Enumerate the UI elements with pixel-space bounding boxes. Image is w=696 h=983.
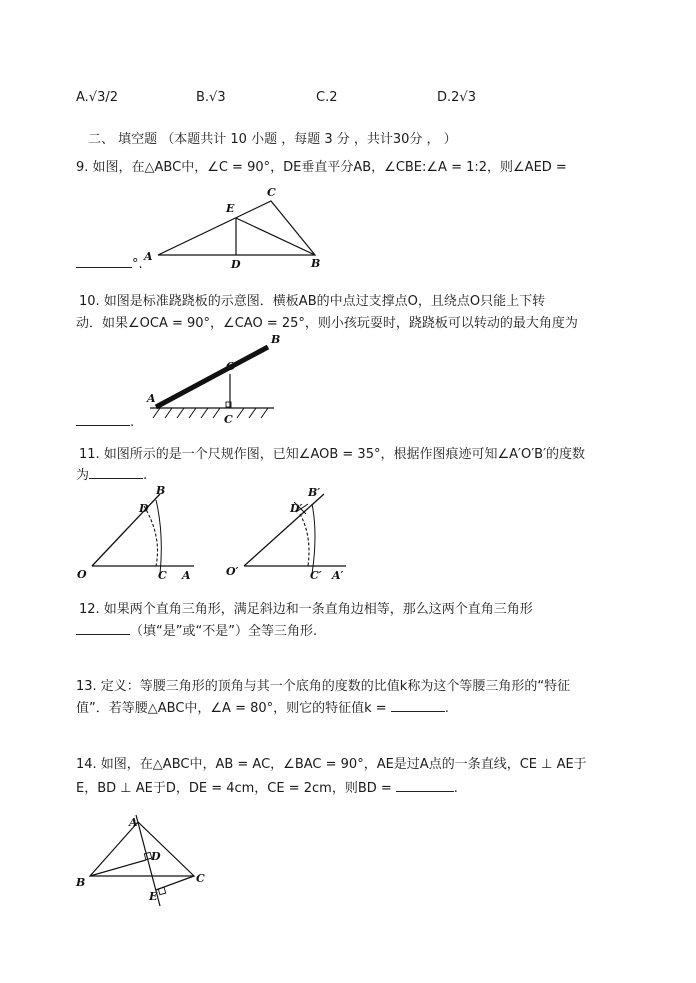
q9-tail: °. — [132, 257, 143, 272]
q10-line1: 10. 如图是标准跷跷板的示意图．横板AB的中点过支撑点O，且绕点O只能上下转 — [79, 294, 546, 309]
q10-figure — [140, 330, 280, 425]
q14-figure — [72, 810, 212, 910]
q10-line2: 动．如果∠OCA = 90°，∠CAO = 25°，则小孩玩耍时，跷跷板可以转动的最大角度为 — [76, 316, 578, 331]
q9-label-a: A — [144, 250, 153, 263]
q9-figure — [140, 180, 340, 275]
q9-text: 9. 如图，在△ABC中，∠C = 90°，DE垂直平分AB，∠CBE:∠A = 1:2，则∠AED = — [76, 160, 567, 175]
q11-label-d2: D′ — [290, 502, 303, 515]
q13-tail: . — [444, 701, 449, 716]
q11-tail: . — [143, 468, 148, 483]
q14-label-a: A — [129, 816, 138, 829]
q10-label-a: A — [147, 392, 156, 405]
q9-label-d: D — [231, 258, 241, 271]
option-c: C.2 — [316, 90, 338, 105]
q13-line2 — [76, 697, 449, 716]
q14-line2 — [76, 777, 458, 796]
q9-answer-blank[interactable] — [76, 255, 132, 268]
q9-label-c: C — [267, 186, 276, 199]
q10-tail: . — [130, 415, 135, 430]
q9-label-b: B — [311, 257, 321, 270]
q10-label-b: B — [271, 333, 281, 346]
q11-label-c: C — [158, 569, 167, 582]
option-b: B.√3 — [196, 90, 226, 105]
q11-label-d: D — [139, 502, 149, 515]
q12-line2 — [76, 620, 317, 639]
q12-line1: 12. 如果两个直角三角形，满足斜边和一条直角边相等，那么这两个直角三角形 — [79, 602, 533, 617]
q11-label-c2: C′ — [310, 569, 322, 582]
option-d: D.2√3 — [437, 90, 476, 105]
q11-line2 — [76, 464, 147, 483]
q10-label-o: O — [226, 360, 236, 373]
section-title: 二、 填空题 （本题共计 10 小题 ，每题 3 分 ，共计30分 ， ） — [88, 132, 457, 147]
q14-line2-text: E，BD ⊥ AE于D，DE = 4cm，CE = 2cm，则BD = — [76, 781, 392, 796]
q14-label-e: E — [149, 890, 158, 903]
q13-line2-text: 值”．若等腰△ABC中，∠A = 80°，则它的特征值k = — [76, 701, 387, 716]
q11-prefix: 为 — [76, 468, 90, 483]
q11-label-a: A — [182, 569, 191, 582]
q13-answer-blank[interactable] — [391, 699, 445, 712]
q12-line2-text: （填“是”或“不是”）全等三角形. — [130, 624, 318, 639]
q9-answer — [76, 255, 143, 272]
q11-figure-left — [74, 484, 204, 584]
q14-label-c: C — [196, 872, 205, 885]
q11-label-b: B — [156, 484, 166, 497]
q14-label-b: B — [76, 876, 86, 889]
q10-label-c: C — [224, 413, 233, 426]
q11-label-a2: A′ — [332, 569, 344, 582]
q13-line1: 13. 定义：等腰三角形的顶角与其一个底角的度数的比值k称为这个等腰三角形的“特征 — [76, 679, 571, 694]
q11-label-b2: B′ — [308, 486, 321, 499]
q12-answer-blank[interactable] — [76, 622, 130, 635]
q11-answer-blank[interactable] — [89, 466, 143, 479]
q14-line1: 14. 如图，在△ABC中，AB = AC，∠BAC = 90°，AE是过A点的一条直线，CE ⊥ AE于 — [76, 757, 587, 772]
q10-answer-blank[interactable] — [76, 413, 130, 426]
q14-answer-blank[interactable] — [396, 779, 454, 792]
q11-label-o2: O′ — [226, 565, 239, 578]
option-a: A.√3/2 — [76, 90, 119, 105]
q11-figure-right — [226, 484, 356, 584]
q14-tail: . — [453, 781, 458, 796]
q9-label-e: E — [226, 202, 235, 215]
q14-label-d: D — [151, 850, 161, 863]
q10-answer — [76, 413, 134, 430]
q11-label-o: O — [77, 568, 87, 581]
q11-line1: 11. 如图所示的是一个尺规作图，已知∠AOB = 35°，根据作图痕迹可知∠A′O′B′的度数 — [79, 447, 586, 462]
